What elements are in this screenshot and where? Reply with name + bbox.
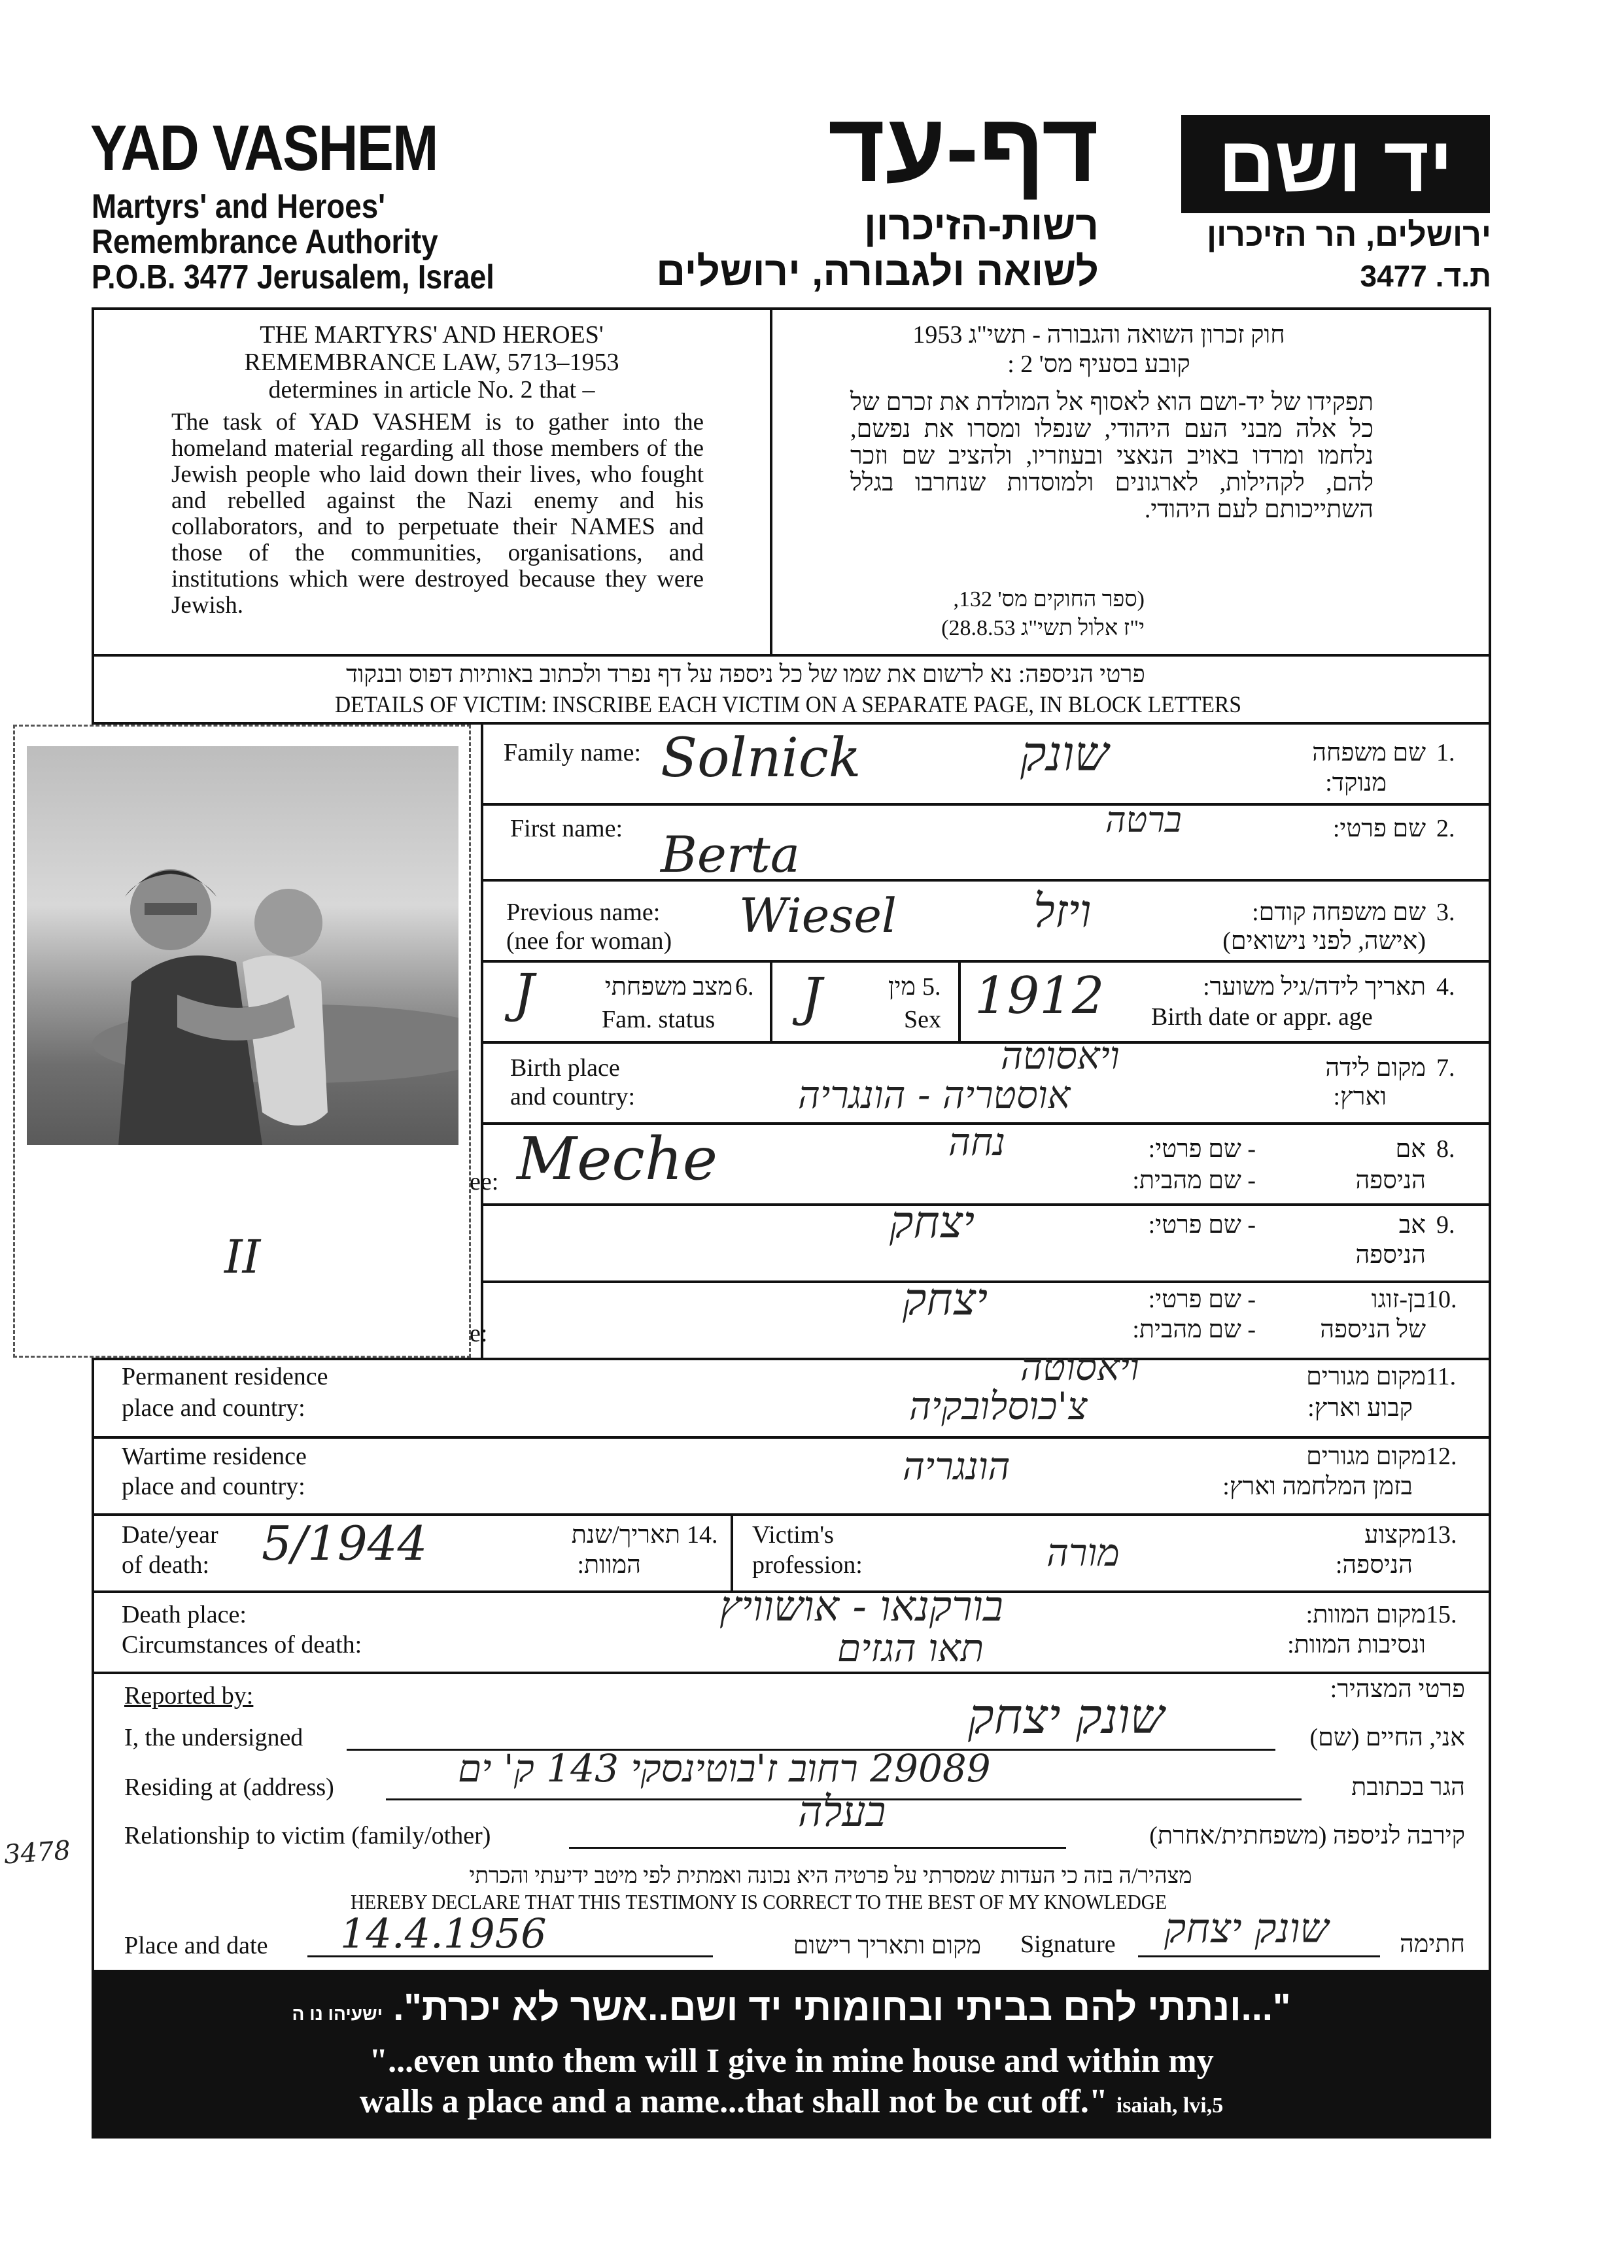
war-residence-label-2: place and country: [122,1473,305,1500]
death-place-value-he-2[interactable]: תאו הגזים [837,1626,984,1670]
photo-caption: II [224,1230,261,1284]
birth-date-value[interactable]: 1912 [975,967,1105,1025]
photo-figures [27,746,458,1145]
family-name-num: 1. [1436,739,1455,766]
org-line-2: Remembrance Authority [92,223,438,261]
address-label-he: הגר בכתובת [1351,1774,1465,1801]
relation-label: Relationship to victim (family/other) [124,1822,491,1849]
death-place-label-2: Circumstances of death: [122,1631,362,1658]
previous-name-label-he: שם משפחה קודם: [1252,899,1426,926]
birth-date-label: Birth date or appr. age [1151,1003,1373,1031]
law-he-ref-1: (ספר החוקים מס' 132, [953,587,1145,611]
address-label: Residing at (address) [124,1774,334,1801]
details-heading-he: פרטי הניספה: נא לרשום את שמו של כל ניספה על דף נפרד ולכתוב באותיות דפוס ובנקוד [346,661,1145,688]
authority-he-1: רשות-הזיכרון [864,203,1099,249]
address-he-1: ירושלים, הר הזיכרון [1207,216,1491,253]
death-date-label-he: תאריך/שנת [571,1521,680,1549]
birth-place-label-he-2: וארץ: [1333,1083,1387,1110]
first-name-label: First name: [510,815,623,842]
spouse-label-he-2: של הניספה [1320,1316,1426,1343]
war-residence-label-he: מקום מגורים [1306,1443,1426,1470]
birth-place-value-he[interactable]: ויאסוטה [1001,1033,1120,1078]
law-en-title-1: THE MARTYRS' AND HEROES' [260,321,604,349]
quote-en-2 [131,2082,1452,2121]
photo-image [27,746,458,1145]
war-residence-label: Wartime residence [122,1443,307,1470]
spouse-sub-first: - שם פרטי: [1148,1286,1256,1313]
spouse-label-partial: e: [470,1320,488,1347]
war-residence-value-he[interactable]: הונגריה [903,1444,1011,1488]
mother-value[interactable]: Meche [517,1125,718,1194]
death-date-num: 14. [687,1521,718,1549]
undersigned-label: I, the undersigned [124,1724,303,1751]
place-date-value[interactable]: 14.4.1956 [340,1910,547,1957]
previous-name-num: 3. [1436,899,1455,926]
law-he-title-1: חוק זכרון השואה והגבורה - תשי"ג 1953 [912,321,1285,349]
birth-place-label-he: מקום לידה [1325,1054,1426,1082]
previous-name-value-he[interactable]: ויזל [1033,884,1092,938]
place-date-label: Place and date [124,1932,268,1959]
signature-value[interactable]: שונק יצחק [1164,1904,1329,1952]
quote-en-2-text: walls a place and a name...that shall not be cut off." [359,2083,1108,2120]
mother-label-he: אם [1395,1135,1426,1163]
declare-en: HEREBY DECLARE THAT THIS TESTIMONY IS CORRECT TO THE BEST OF MY KNOWLEDGE [350,1890,1167,1914]
death-place-value-he[interactable]: בורקנאו - אושוויץ [719,1583,1003,1631]
profession-num: 13. [1426,1521,1457,1549]
quote-en-1: "...even unto them will I give in mine house and within my [369,2042,1214,2080]
profession-label-2: profession: [752,1551,863,1579]
father-value-he[interactable]: יצחק [890,1197,975,1248]
page-title-he: דף-עד [827,92,1099,202]
death-place-label: Death place: [122,1601,247,1628]
birth-place-label: Birth place [510,1054,620,1082]
death-place-label-he: מקום המוות: [1305,1601,1426,1628]
death-date-value[interactable]: 5/1944 [262,1516,428,1571]
sex-value[interactable]: J [801,967,823,1027]
org-line-1: Martyrs' and Heroes' [92,188,386,226]
death-date-label-2: of death: [122,1551,210,1579]
first-name-label-he: שם פרטי: [1332,815,1426,842]
law-he-title-2: קובע בסעיף מס' 2 : [1007,351,1190,378]
mother-label-he-2: הניספה [1355,1167,1426,1194]
fam-status-label: Fam. status [602,1006,716,1033]
mother-sub-maiden: - שם מהבית: [1132,1167,1256,1194]
previous-name-label: Previous name: [506,899,661,926]
first-name-value[interactable]: Berta [661,825,801,884]
law-en-title-3: determines in article No. 2 that – [268,376,595,404]
reporter-title: Reported by: [124,1682,254,1710]
spouse-label-he: בן-זוגו [1371,1286,1426,1313]
victim-photo [13,725,471,1358]
details-heading-en: DETAILS OF VICTIM: INSCRIBE EACH VICTIM ON A SEPARATE PAGE, IN BLOCK LETTERS [335,691,1241,717]
family-name-value-he[interactable]: שונק [1020,726,1109,782]
margin-note: 3478 [3,1835,72,1870]
org-title: YAD VASHEM [90,112,438,184]
father-label-he-2: הניספה [1355,1241,1426,1269]
mother-label-partial: ee: [470,1168,499,1195]
profession-value-he[interactable]: מורה [1046,1530,1120,1575]
previous-name-label-he-2: (אישה, לפני נישואים) [1222,927,1426,955]
sex-label-he: מין [888,973,916,1001]
perm-residence-value-he-2[interactable]: צ'כוסלובקיה [909,1384,1088,1428]
profession-label: Victim's [752,1521,834,1549]
profession-label-he: מקצוע [1364,1521,1426,1549]
authority-he-2: לשואה ולגבורה, ירושלים [656,249,1099,294]
address-he-2: ת.ד. 3477 [1360,259,1491,293]
death-date-label: Date/year [122,1521,218,1549]
quote-he-ref: ישעיהו נו ה [292,2004,383,2024]
death-place-num: 15. [1426,1601,1457,1628]
undersigned-label-he: אני, החיים (שם) [1309,1724,1465,1751]
death-date-label-he-2: המוות: [577,1551,641,1579]
family-name-label-he-2: מנוקד: [1325,769,1387,797]
relation-value[interactable]: בעלה [798,1788,886,1836]
death-place-label-he-2: ונסיבות המוות: [1287,1631,1426,1658]
spouse-value-he[interactable]: יצחק [903,1274,988,1326]
fam-status-num: 6. [735,973,754,1001]
law-divider [770,307,772,657]
declare-he: מצהיר/ה בזה כי העדות שמסרתי על פרטיה היא נכונה ואמתית לפי מיטב ידיעתי והכרתי [469,1864,1192,1888]
law-he-body: תפקידו של יד-ושם הוא לאסוף אל המולדת את זכרם של כל אלה מבני העם היהודי, שנפלו ומסרו את נפשם, נלחמו ומרדו באויב הנאצי ובעוזריו, ולהציב שם וזכר להם, לקהילות, לארגונים ולמוסדות שנחרבו בגלל השתייכותם לעם היהודי. [850,388,1373,523]
birth-date-label-he: תאריך לידה/גיל משוער: [1203,973,1426,1001]
birth-date-num: 4. [1436,973,1455,1001]
undersigned-value[interactable]: שונק יצחק [968,1689,1165,1745]
profession-label-he-2: הניספה: [1335,1551,1413,1579]
perm-residence-label-2: place and country: [122,1394,305,1422]
father-num: 9. [1436,1211,1455,1239]
fam-status-label-he: מצב משפחתי [604,973,733,1001]
father-sub-first: - שם פרטי: [1148,1211,1256,1239]
sex-num: 5. [922,973,941,1001]
law-he-ref-2: י"ז אלול תשי"ג 28.8.53) [941,616,1145,640]
perm-residence-num: 11. [1426,1363,1457,1390]
perm-residence-label-he-2: קבוע וארץ: [1307,1394,1413,1422]
family-name-value[interactable]: Solnick [661,727,861,789]
law-en-title-2: REMEMBRANCE LAW, 5713–1953 [244,349,619,376]
logo-he: יד ושם [1181,115,1490,213]
perm-residence-label: Permanent residence [122,1363,328,1390]
father-label-he: אב [1398,1211,1426,1239]
relation-label-he: קירבה לניספה (משפחתית/אחרת) [1149,1822,1465,1849]
signature-label: Signature [1020,1931,1116,1958]
previous-name-label-2: (nee for woman) [506,927,672,955]
org-line-3: P.O.B. 3477 Jerusalem, Israel [92,258,494,296]
footer-quote-band [92,1970,1491,2139]
reporter-title-he: פרטי המצהיר: [1330,1675,1465,1703]
quote-he [190,1985,1393,2029]
family-name-label-he: שם משפחה [1312,739,1426,766]
war-residence-label-he-2: בזמן המלחמה וארץ: [1222,1473,1413,1500]
fam-status-value[interactable]: J [513,963,535,1023]
address-value[interactable]: 29089 רחוב ז'בוטינסקי 143 ק' ים [458,1746,991,1791]
sex-label: Sex [904,1006,941,1033]
signature-label-he: חתימה [1399,1931,1465,1958]
previous-name-value[interactable]: Wiesel [739,888,897,943]
mother-num: 8. [1436,1135,1455,1163]
mother-value-he[interactable]: נחה [948,1120,1006,1164]
birth-place-value-he-2[interactable]: אוסטריה - הונגריה [798,1073,1071,1117]
mother-sub-first: - שם פרטי: [1148,1135,1256,1163]
spouse-sub-maiden: - שם מהבית: [1132,1316,1256,1343]
place-date-label-he: מקום ותאריך רישום [793,1932,981,1959]
perm-residence-label-he: מקום מגורים [1306,1363,1426,1390]
law-bottom-line [92,654,1491,657]
birth-place-label-2: and country: [510,1083,636,1110]
perm-residence-value-he[interactable]: ויאסוטה [1020,1345,1139,1389]
spouse-num: 10. [1426,1286,1457,1313]
birth-place-num: 7. [1436,1054,1455,1082]
quote-he-text: "...ונתתי להם בביתי ובחומותי יד ושם..אשר לא יכרת". [393,1986,1291,2029]
war-residence-num: 12. [1426,1443,1457,1470]
first-name-num: 2. [1436,815,1455,842]
law-en-body: The task of YAD VASHEM is to gather into the homeland material regarding all those members of the Jewish people who laid down their lives, who fought and rebelled against the Nazi enemy and his collaborators, and to perpetuate their NAMES and those of the communities, organisations, and institutions which were destroyed because they were Jewish. [171,409,704,619]
quote-en-ref: isaiah, lvi,5 [1116,2093,1224,2118]
first-name-value-he[interactable]: ברטה [1105,799,1182,840]
family-name-label: Family name: [504,739,642,766]
